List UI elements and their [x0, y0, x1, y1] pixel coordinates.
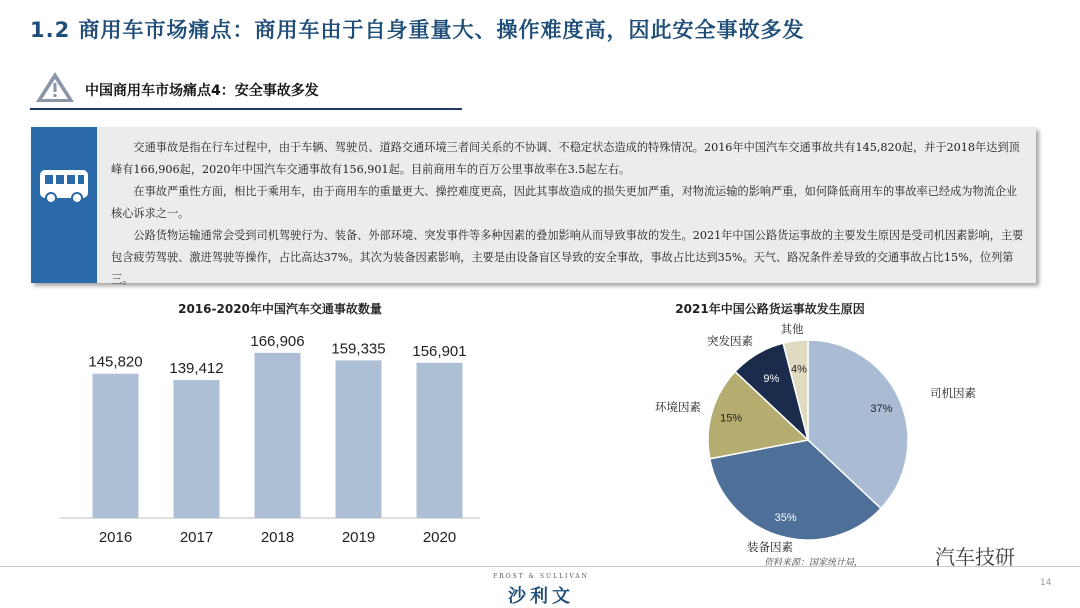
x-tick-label-2017: 2017 [179, 529, 214, 546]
warning-triangle-icon [34, 70, 76, 104]
data-label-2017: 139,412 [169, 360, 224, 378]
page-number: 14 [1040, 578, 1052, 588]
pie-percent-label-2: 15% [720, 412, 743, 425]
brand-logo-small: FROST & SULLIVAN [493, 573, 589, 580]
data-label-2016: 145,820 [88, 353, 143, 371]
pain-point-header [30, 68, 470, 112]
pie-percent-label-4: 4% [791, 363, 807, 376]
brand-logo: 沙利文 [508, 586, 574, 607]
pie-percent-label-0: 37% [870, 403, 893, 416]
paragraph-3: 公路货物运输通常会受到司机驾驶行为、装备、外部环境、突发事件等多种因素的叠加影响从而导致事故的发生。2021年中国公路货运事故的主要发生原因是受司机因素影响，主要包含疲劳驾驶、激进驾驶等操作，占比高达37%。其次为装备因素影响，主要是由设备盲区导致的安全事故，事故占比达到35%。天气、路况条件差导致的交通事故占比15%，位列第三。 [111, 229, 1024, 286]
footer-divider [0, 566, 1080, 567]
watermark: 汽车技研 [935, 545, 1015, 569]
bar-2016 [93, 374, 139, 518]
paragraph-1: 交通事故是指在行车过程中，由于车辆、驾驶员、道路交通环境三者间关系的不协调、不稳定状态造成的特殊情况。2016年中国汽车交通事故共有145,820起，并于2018年达到顶峰有166,906起，2020年中国汽车交通事故有156,901起。目前商用车的百万公里事故率在3.5起左右。 [111, 141, 1020, 176]
paragraph-2: 在事故严重性方面，相比于乘用车，由于商用车的重量更大、操控难度更高，因此其事故造成的损失更加严重，对物流运输的影响严重，如何降低商用车的事故率已经成为物流企业核心诉求之一。 [111, 185, 1018, 220]
pain-point-label: 中国商用车市场痛点4：安全事故多发 [85, 83, 319, 99]
description-text [111, 137, 1026, 291]
x-tick-label-2016: 2016 [98, 529, 133, 546]
pie-category-label-2: 环境因素 [655, 400, 701, 414]
pie-chart [630, 315, 990, 555]
pie-percent-label-1: 35% [774, 511, 797, 524]
data-label-2020: 156,901 [412, 342, 467, 360]
pie-category-label-0: 司机因素 [930, 386, 976, 400]
bar-2020 [417, 363, 463, 518]
pie-category-label-4: 其他 [780, 322, 804, 336]
bar-chart [60, 330, 480, 555]
x-tick-label-2018: 2018 [260, 529, 295, 546]
icon-panel [31, 127, 97, 283]
data-label-2019: 159,335 [331, 340, 386, 358]
data-label-2018: 166,906 [250, 332, 305, 350]
pie-category-label-3: 突发因素 [707, 334, 753, 348]
bar-chart-title: 2016-2020年中国汽车交通事故数量 [178, 302, 382, 316]
x-tick-label-2019: 2019 [341, 529, 376, 546]
pie-percent-label-3: 9% [763, 373, 780, 386]
page-title: 1.2 商用车市场痛点：商用车由于自身重量大、操作难度高，因此安全事故多发 [30, 18, 805, 42]
header-underline [30, 108, 462, 110]
pie-category-label-1: 装备因素 [747, 540, 793, 554]
description-box [31, 127, 1036, 286]
bar-2018 [255, 353, 301, 518]
source-note: 资料来源：国家统计局， [764, 558, 864, 568]
pie-chart-title: 2021年中国公路货运事故发生原因 [675, 302, 865, 316]
bar-2019 [336, 360, 382, 518]
x-tick-label-2020: 2020 [422, 529, 457, 546]
bar-2017 [174, 380, 220, 518]
bus-icon [37, 167, 91, 207]
